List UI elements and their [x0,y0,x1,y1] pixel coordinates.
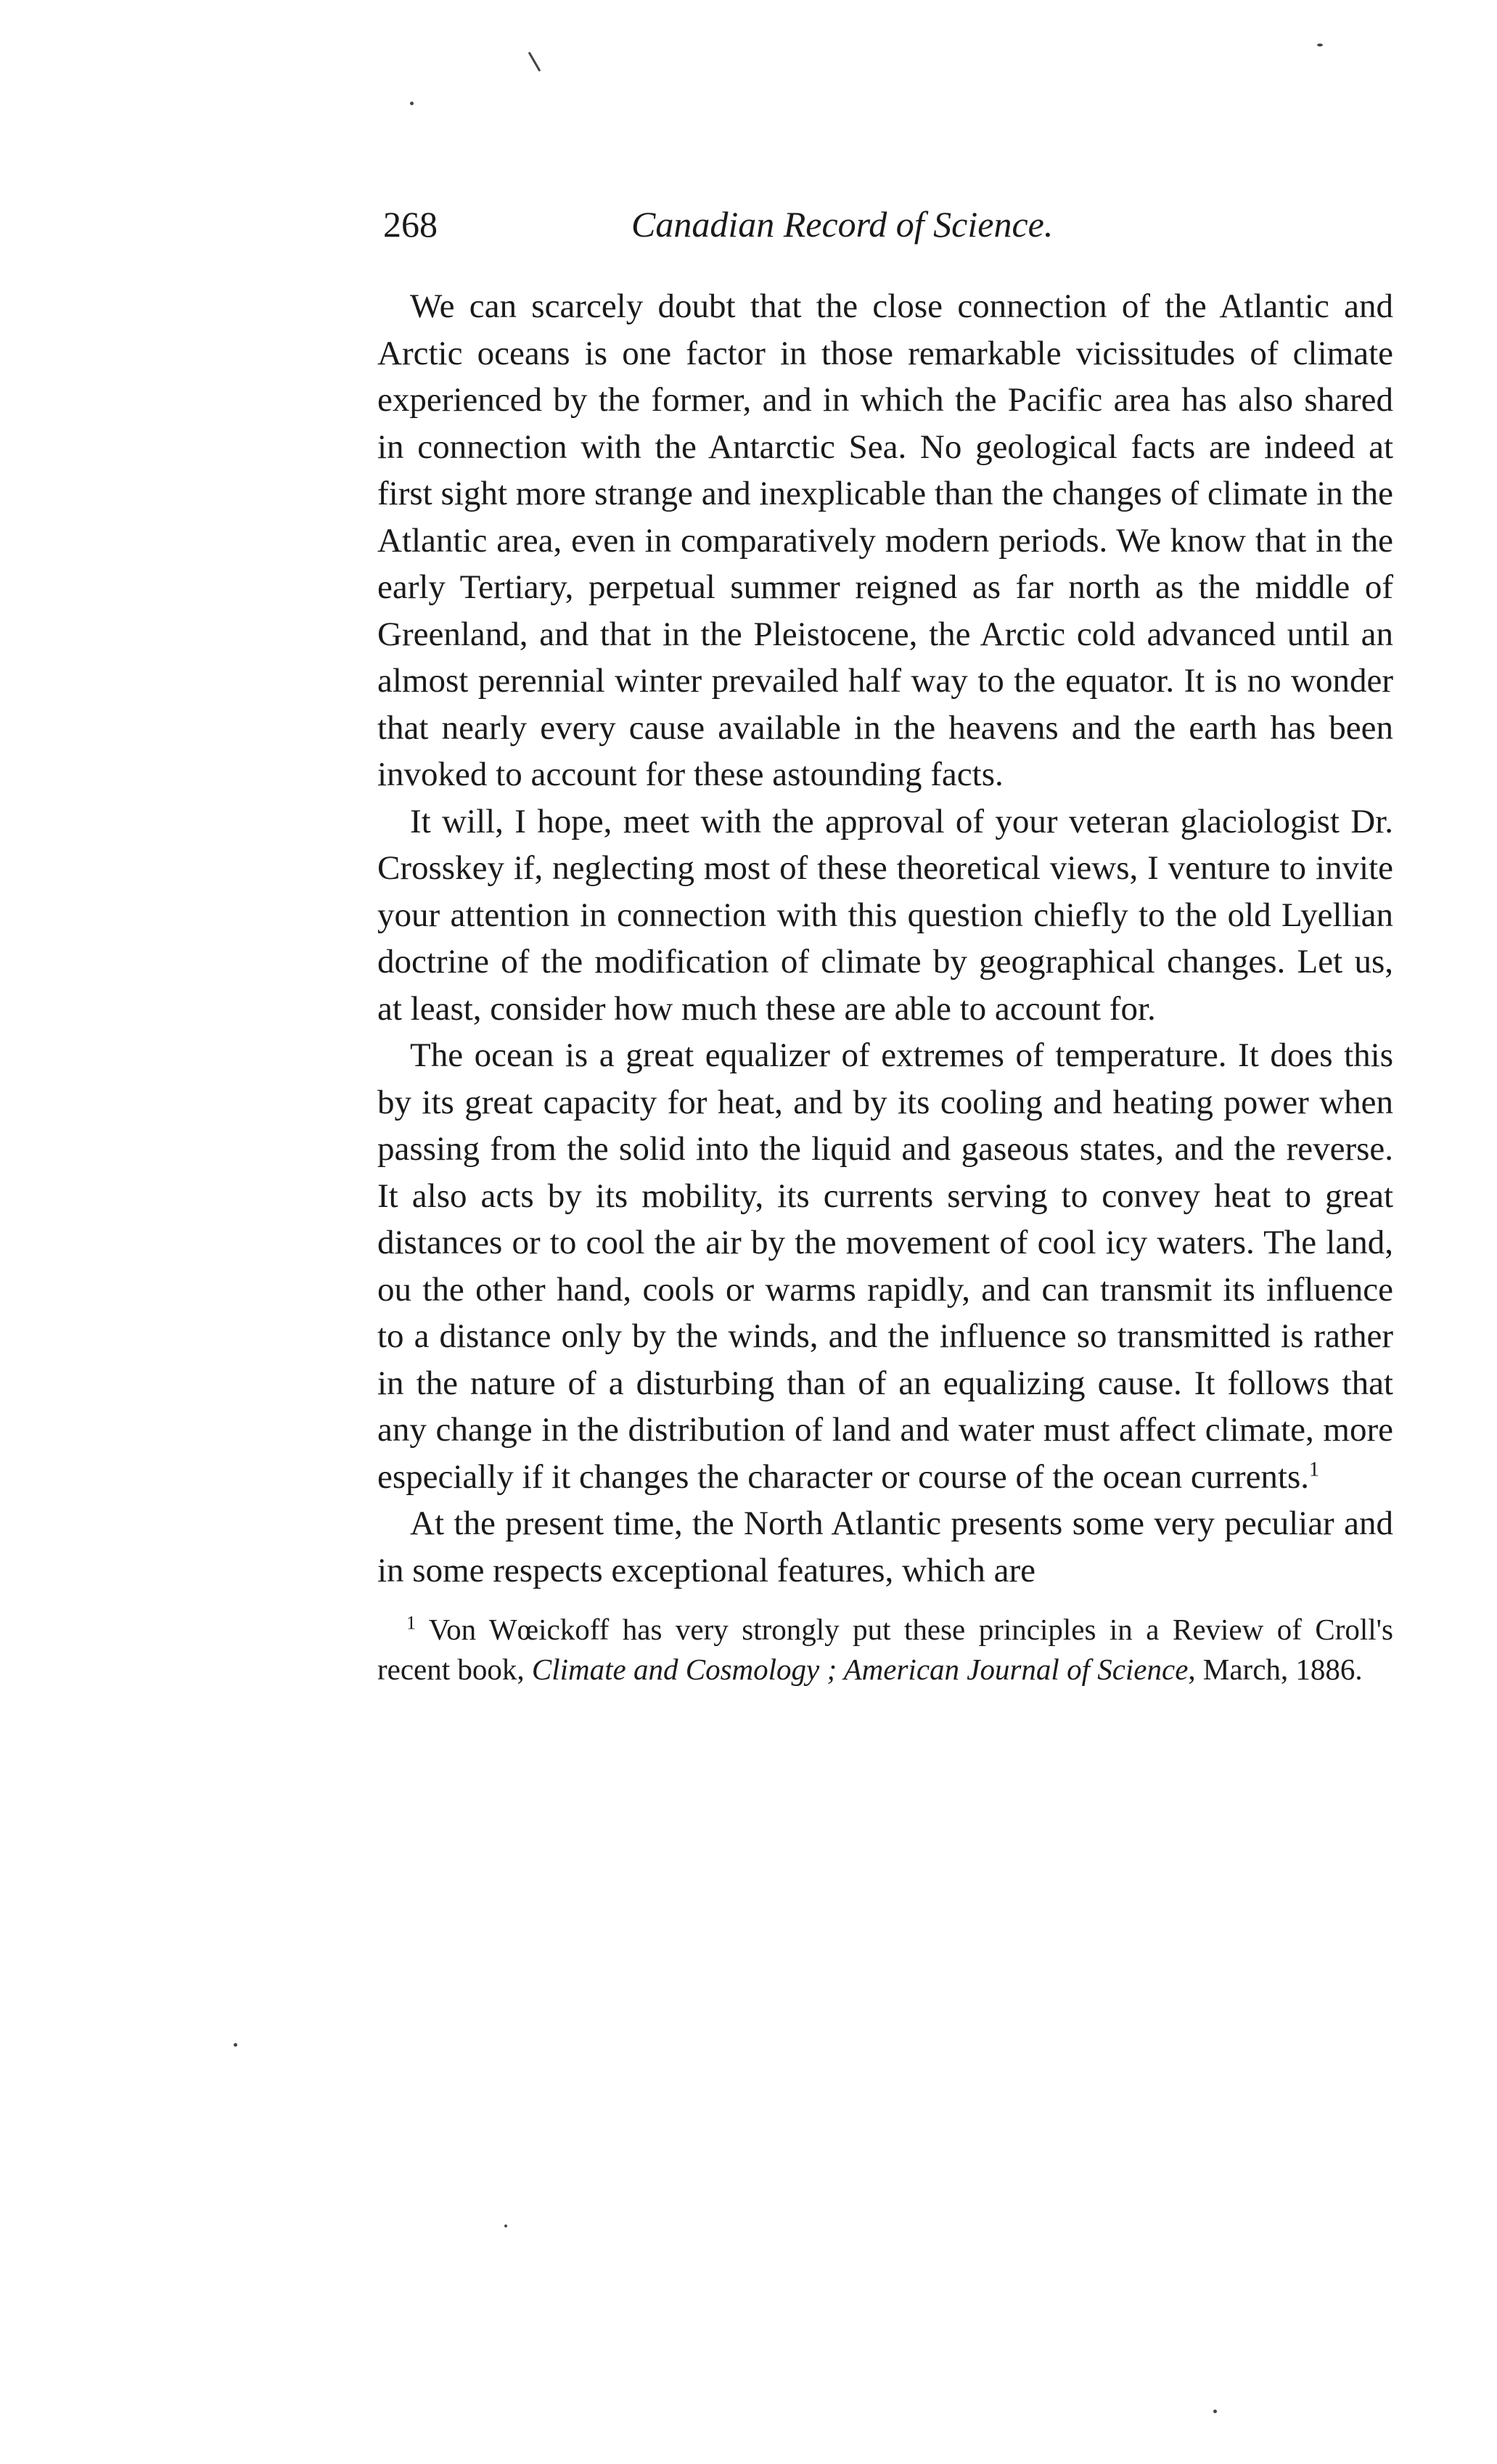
paragraph-text: The ocean is a great equalizer of extremes of temperature. It does this by its great capacity for heat, and by its cooling and heating power when passing from the solid into the liquid and gaseous states, and the reverse. It also acts by its mobility, its currents serving to convey heat to great distances or to cool the air by the movement of cool icy waters. The land, ou the other hand, cools or warms rapidly, and can transmit its influence to a distance only by the winds, and the influence so transmitted is rather in the nature of a disturbing than of an equalizing cause. It follows that any change in the distribution of land and water must affect climate, more especially if it changes the character or course of the ocean currents. [377,1036,1393,1496]
footnote [377,1610,1393,1690]
paragraph: At the present time, the North Atlantic presents some very peculiar and in some respects exceptional features, which are [377,1505,1393,1589]
footnote-text-part: , March, 1886. [1188,1653,1363,1686]
footnote-text [377,1610,1393,1690]
body-text [377,283,1393,1594]
footnote-mark: 1 [406,1612,416,1634]
page-number: 268 [383,204,438,245]
page-header [377,203,1393,261]
paragraph: We can scarcely doubt that the close connection of the Atlantic and Arctic oceans is one factor in those remarkable vicissitudes of climate experienced by the former, and in which the Pacific area has also shared in connection with the Antarctic Sea. No geological facts are indeed at first sight more strange and inexplicable than the changes of climate in the Atlantic area, even in comparatively modern periods. We know that in the early Tertiary, perpetual summer reigned as far north as the middle of Greenland, and that in the Pleistocene, the Arctic cold advanced until an almost perennial winter prevailed half way to the equator. It is no wonder that nearly every cause available in the heavens and the earth has been invoked to account for these astounding facts. [377,287,1393,793]
scan-speck [528,52,541,71]
scan-speck [504,2224,507,2227]
footnote-reference: 1 [1309,1457,1320,1481]
paragraph [377,1032,1393,1500]
scan-speck [1317,44,1323,46]
paragraph: It will, I hope, meet with the approval of your veteran glaciologist Dr. Crosskey if, neglecting most of these theoretical views, I venture to invite your attention in connection with this question chiefly to the old Lyellian doctrine of the modification of climate by geographical changes. Let us, at least, consider how much these are able to account for. [377,802,1393,1028]
scan-speck [410,102,414,105]
scan-speck [234,2043,237,2047]
footnote-citation: Climate and Cosmology ; American Journal of Science [531,1653,1189,1686]
running-title: Canadian Record of Science. [631,204,1054,245]
document-page [377,203,1393,1690]
scan-speck [1213,2410,1217,2413]
footnote-text-part: Von Wœickoff has very strongly put these principles in a Review of Croll's recent book, [377,1613,1393,1686]
